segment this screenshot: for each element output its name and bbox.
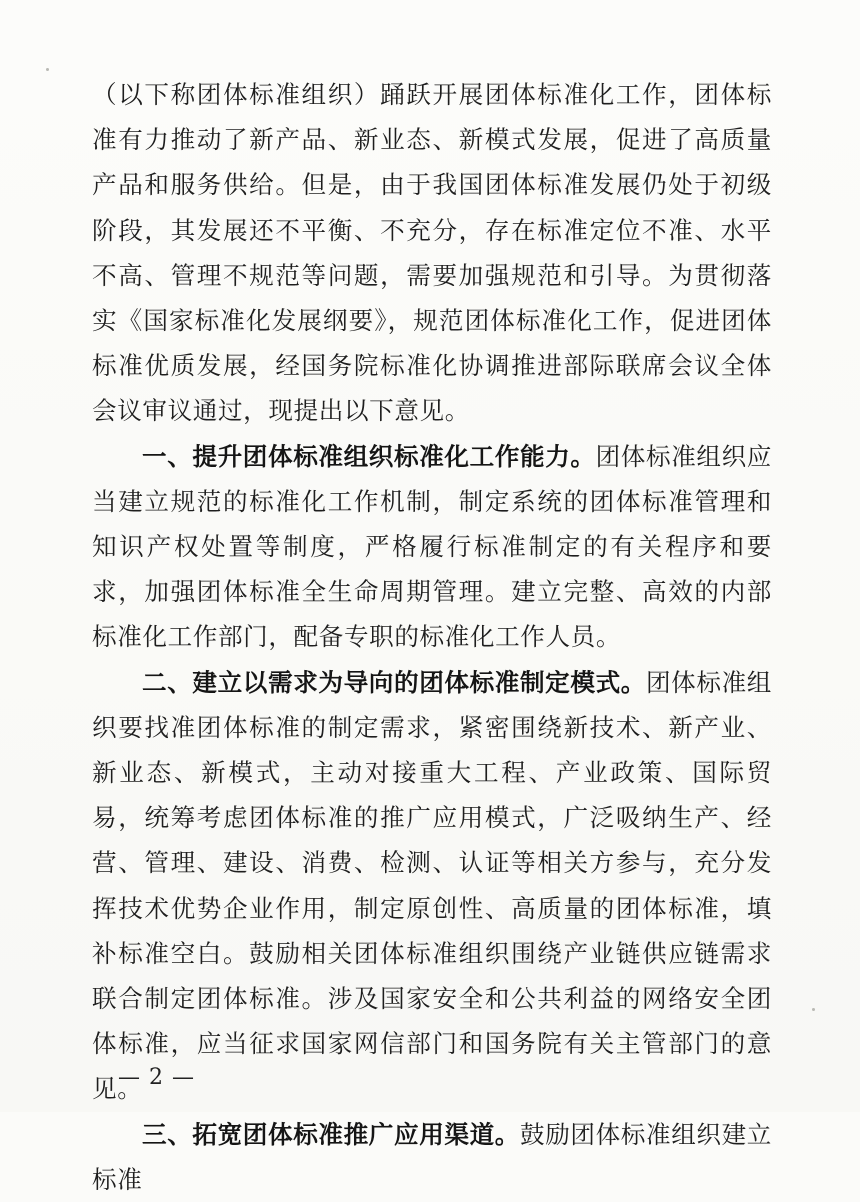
section-heading: 一、提升团体标准组织标准化工作能力。 <box>142 441 596 471</box>
scan-speck <box>812 1008 815 1011</box>
paragraph-section-2 <box>92 660 772 1112</box>
paragraph-section-1 <box>92 434 772 660</box>
scan-speck <box>46 68 49 71</box>
document-body <box>92 72 772 1202</box>
section-heading: 三、拓宽团体标准推广应用渠道。 <box>142 1119 520 1149</box>
paragraph-intro-continuation <box>92 72 772 434</box>
section-heading: 二、建立以需求为导向的团体标准制定模式。 <box>142 667 646 697</box>
paragraph-text: （以下称团体标准组织）踊跃开展团体标准化工作，团体标准有力推动了新产品、新业态、新模式发展，促进了高质量产品和服务供给。但是，由于我国团体标准发展仍处于初级阶段，其发展还不平衡、不充分，存在标准定位不准、水平不高、管理不规范等问题，需要加强规范和引导。为贯彻落实《国家标准化发展纲要》，规范团体标准化工作，促进团体标准优质发展，经国务院标准化协调推进部际联席会议全体会议审议通过，现提出以下意见。 <box>92 80 772 426</box>
paragraph-text: 鼓励团体标准组织建立标准 <box>92 1119 772 1194</box>
paragraph-text: 团体标准组织要找准团体标准的制定需求，紧密围绕新技术、新产业、新业态、新模式，主动对接重大工程、产业政策、国际贸易，统筹考虑团体标准的推广应用模式，广泛吸纳生产、经营、管理、建设、消费、检测、认证等相关方参与，充分发挥技术优势企业作用，制定原创性、高质量的团体标准，填补标准空白。鼓励相关团体标准组织围绕产业链供应链需求联合制定团体标准。涉及国家安全和公共利益的网络安全团体标准，应当征求国家网信部门和国务院有关主管部门的意见。 <box>92 667 772 1104</box>
paragraph-text: 团体标准组织应当建立规范的标准化工作机制，制定系统的团体标准管理和知识产权处置等制度，严格履行标准制定的有关程序和要求，加强团体标准全生命周期管理。建立完整、高效的内部标准化工作部门，配备专职的标准化工作人员。 <box>92 441 773 652</box>
paragraph-section-3 <box>92 1112 772 1202</box>
page-number: — 2 — <box>118 1065 195 1090</box>
